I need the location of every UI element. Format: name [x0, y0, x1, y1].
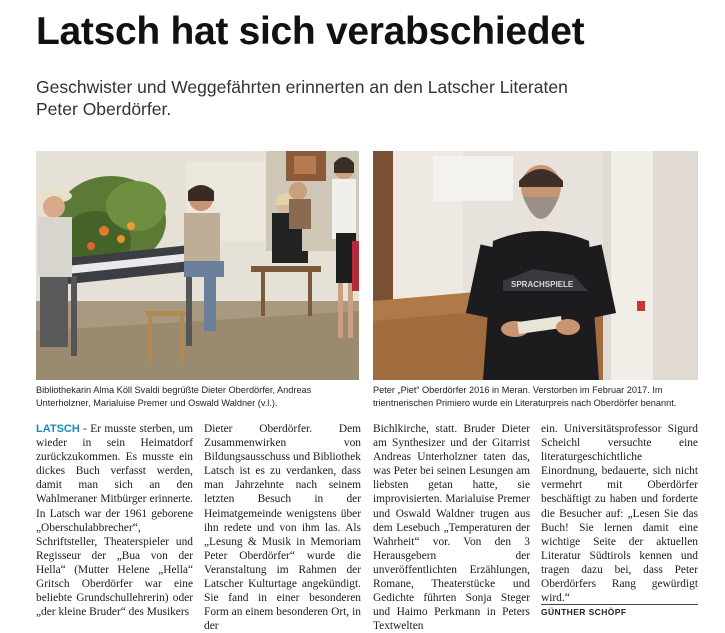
photo-right-caption: Peter „Piet“ Oberdörfer 2016 in Meran. Verstorben im Februar 2017. Im trientnerischen Primiero wurde ein Literaturpreis nach Oberdörfer benannt.: [373, 385, 677, 408]
article-column-3: [373, 422, 530, 633]
portrait-photo-illustration: [373, 151, 698, 380]
article-column-4: [541, 422, 698, 605]
column-3-text: Bichlkirche, statt. Bruder Dieter am Synthesizer und der Gitarrist Andreas Unterholzner taten das, was Peter bei seinen Lesungen am liebsten getan hatte, sie improvisierten. Marialuise Premer und Oswald Waldner trugen aus dem Lesebuch „Temperaturen der Wahrheit“ vor. Von den 3 Herausgebern der unveröffentlichten Erzählungen, Romane, Theaterstücke und Gedichte führten Sonja Steger und Haimo Perkmann in Peters Textwelten: [373, 423, 530, 633]
column-1-text: - Er musste sterben, um wieder in sein Heimatdorf zurückzukommen. Es musste ein dickes Buch verfasst werden, damit man sich an den Wahlmeraner Mitbürger erinnerte. In Latsch war der 1961 geborene „Oberschulabbrecher“, Schriftsteller, Theaterspieler und Regisseur der „Bua von der Hella“ (Mutter Helene „Hella“ Gritsch Oberdörfer war eine beliebte Grundschullehrerin) oder „der kleine Bruder“ des Musikers: [36, 423, 193, 619]
headline: Latsch hat sich verabschiedet: [36, 10, 585, 53]
author-byline: GÜNTHER SCHÖPF: [541, 607, 627, 617]
subheadline: Geschwister und Weggefährten erinnerten an den Latscher Literaten Peter Oberdörfer.: [36, 77, 568, 119]
photo-left-caption: Bibliothekarin Alma Köll Svaldi begrüßte Dieter Oberdörfer, Andreas Unterholzner, Marialuise Premer und Oswald Waldner (v.l.).: [36, 385, 312, 408]
author-divider: [541, 604, 698, 605]
event-photo: [36, 151, 359, 380]
dateline: LATSCH: [36, 423, 80, 435]
column-4-text: ein. Universitätsprofessor Sigurd Scheichl versuchte eine literaturgeschichtliche Einordnung, bedauerte, sich nicht vermehrt mit Oberdörfer beschäftigt zu haben und forderte die Besucher auf: „Lesen Sie das Buch! Sie lernen damit eine wichtige Seite der aktuellen Literatur Südtirols kennen und tragen dazu bei, dass Peter Oberdörfers Rang gewürdigt wird.“: [541, 423, 698, 605]
paragraph-1: [36, 422, 193, 619]
column-2-text: Dieter Oberdörfer. Dem Zusammenwirken von Bildungsausschuss und Bibliothek Latsch ist es zu verdanken, dass man Jahrzehnte nach seinem letzten Besuch in der Heimatgemeinde wenigstens über ihn redete und von ihm las. Als „Lesung & Musik in Memoriam Peter Oberdörfer“ wurde die Veranstaltung im Rahmen der Latscher Kulturtage angekündigt. Sie fand in einer besonderen Form an einem besonderen Ort, in der: [204, 423, 361, 633]
portrait-photo: [373, 151, 698, 380]
article-column-1: [36, 422, 193, 619]
event-photo-illustration: [36, 151, 359, 380]
shirt-print: SPRACHSPIELE: [511, 280, 574, 289]
article-column-2: [204, 422, 361, 633]
